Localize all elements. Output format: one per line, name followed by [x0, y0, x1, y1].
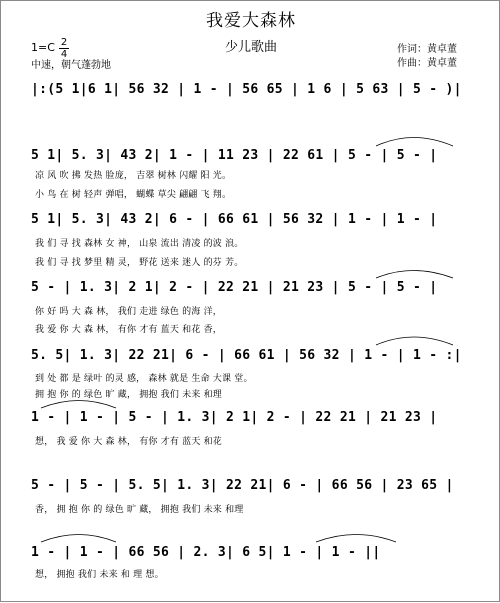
lyricist-credit: 作词：黄卓董	[397, 44, 457, 55]
notation-line-5: 5. 5| 1. 3| 22 21| 6 - | 66 61 | 56 32 | 1 - | 1 - :|	[31, 348, 462, 363]
slur-mark	[41, 535, 116, 543]
notation-line-8: 1 - | 1 - | 66 56 | 2. 3| 6 5| 1 - | 1 - ||	[31, 545, 381, 560]
slur-mark	[41, 401, 116, 409]
time-signature-bottom: 4	[60, 49, 68, 60]
lyric-line-4a: 你 好 吗 大 森 林， 我们 走进 绿色 的海 洋，	[35, 307, 223, 317]
lyric-line-5a: 到 处 都 是 绿叶 的灵 感， 森林 就是 生命 大课 堂。	[35, 374, 253, 384]
lyric-line-4b: 我 爱 你 大 森 林， 有你 才有 蓝天 和花 香，	[35, 325, 223, 335]
lyric-line-2a: 凉 风 吹 拂 发热 脸庞， 吉翠 树林 闪耀 阳 光。	[35, 171, 232, 181]
lyric-line-3b: 我 们 寻 找 梦里 精 灵， 野花 送来 迷人 的芬 芳。	[35, 258, 244, 268]
slur-mark	[316, 535, 396, 543]
slur-mark	[376, 271, 453, 279]
notation-line-3: 5 1| 5. 3| 43 2| 6 - | 66 61 | 56 32 | 1 - | 1 - |	[31, 212, 438, 227]
time-signature	[59, 37, 69, 60]
notation-line-6: 1 - | 1 - | 5 - | 1. 3| 2 1| 2 - | 22 21 | 21 23 |	[31, 410, 438, 425]
lyric-line-6: 想， 我 爱 你 大 森 林， 有你 才有 蓝天 和花	[35, 437, 223, 447]
notation-line-4: 5 - | 1. 3| 2 1| 2 - | 22 21 | 21 23 | 5 - | 5 - |	[31, 280, 438, 295]
tempo-marking: 中速，朝气蓬勃地	[31, 60, 111, 71]
lyric-line-5b: 拥 抱 你 的 绿色 旷 藏， 拥抱 我们 未来 和理	[35, 390, 223, 400]
key-signature: 1=C	[31, 41, 55, 54]
song-title: 我爱大森林	[206, 11, 296, 31]
lyric-line-3a: 我 们 寻 找 森林 女 神， 山泉 流出 清凌 的波 浪。	[35, 239, 244, 249]
lyric-line-8: 想， 拥抱 我们 未来 和 理 想。	[35, 570, 164, 580]
composer-credit: 作曲：黄卓董	[397, 58, 457, 69]
time-signature-top: 2	[60, 37, 68, 48]
lyric-line-7: 香， 拥 抱 你 的 绿色 旷 藏， 拥抱 我们 未来 和理	[35, 505, 244, 515]
lyric-line-2b: 小 鸟 在 树 轻声 弹唱， 蝴蝶 草尖 翩翩 飞 翔。	[35, 190, 232, 200]
slur-mark	[376, 138, 453, 147]
song-subtitle: 少儿歌曲	[224, 40, 277, 55]
slur-mark	[376, 337, 453, 345]
notation-line-7: 5 - | 5 - | 5. 5| 1. 3| 22 21| 6 - | 66 56 | 23 65 |	[31, 478, 454, 493]
notation-line-2: 5 1| 5. 3| 43 2| 1 - | 11 23 | 22 61 | 5 - | 5 - |	[31, 148, 438, 163]
notation-line-1: |:(5 1|6 1| 56 32 | 1 - | 56 65 | 1 6 | 5 63 | 5 - )|	[31, 82, 462, 97]
